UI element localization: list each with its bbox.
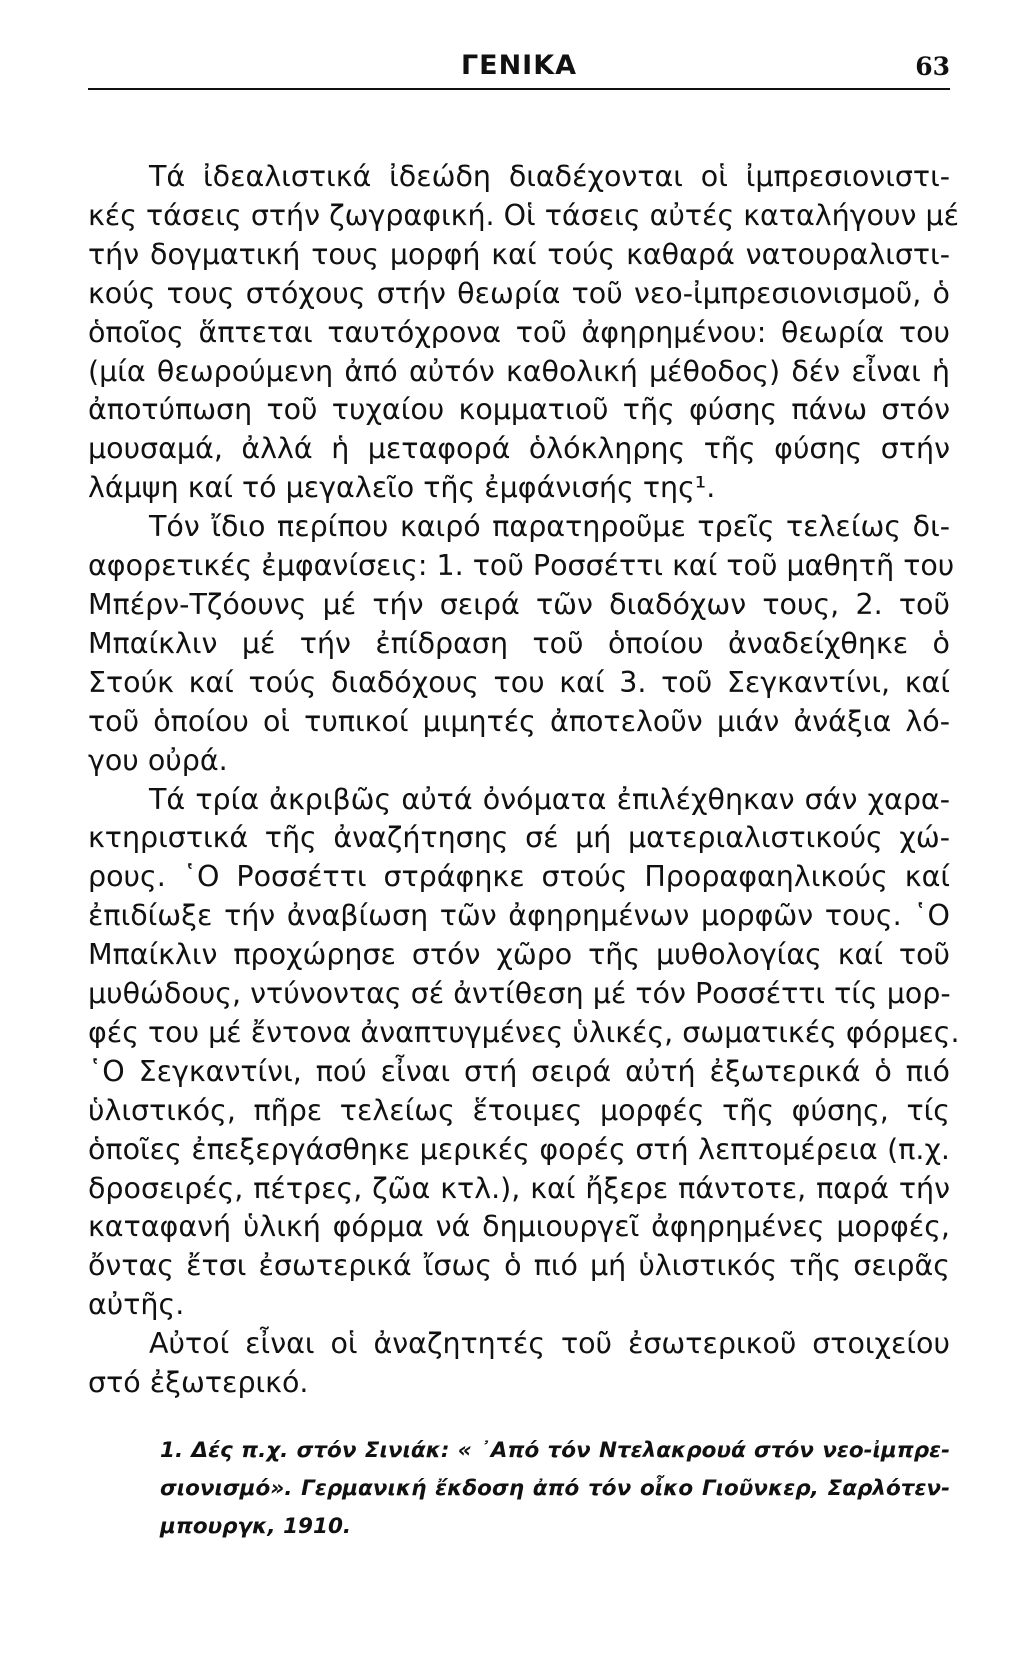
text-line: ῾Ο Σεγκαντίνι, πού εἶναι στή σειρά αὐτή ἐξωτερικά ὁ πιό [88,1054,950,1088]
header-rule [88,88,950,90]
text-line: ὑλιστικός, πῆρε τελείως ἕτοιμες μορφές τῆς φύσης, τίς [88,1093,950,1127]
text-line: ὁποῖος ἅπτεται ταυτόχρονα τοῦ ἀφηρημένου: θεωρία του [88,315,950,349]
text-line: τήν δογματική τους μορφή καί τούς καθαρά νατουραλιστι- [88,237,950,271]
text-line: ἐπιδίωξε τήν ἀναβίωση τῶν ἀφηρημένων μορφῶν τους. ῾Ο [88,899,950,933]
text-line: δροσειρές, πέτρες, ζῶα κτλ.), καί ἤξερε πάντοτε, παρά τήν [88,1171,950,1205]
text-line: ἀποτύπωση τοῦ τυχαίου κομματιοῦ τῆς φύσης πάνω στόν [88,393,950,427]
text-line: Τόν ἴδιο περίπου καιρό παρατηροῦμε τρεῖς τελείως δι- [149,510,950,544]
text-line: ὄντας ἔτσι ἐσωτερικά ἴσως ὁ πιό μή ὑλιστικός τῆς σειρᾶς [88,1249,950,1283]
text-line: κτηριστικά τῆς ἀναζήτησης σέ μή ματεριαλιστικούς χώ- [88,821,950,855]
text-line: Τά ἰδεαλιστικά ἰδεώδη διαδέχονται οἱ ἰμπρεσιονιστι- [149,160,950,193]
text-line: Μπέρν-Τζόουνς μέ τήν σειρά τῶν διαδόχων τους, 2. τοῦ [88,587,950,621]
text-line: κούς τους στόχους στήν θεωρία τοῦ νεο-ἰμπρεσιονισμοῦ, ὁ [88,276,950,310]
text-line: ὁποῖες ἐπεξεργάσθηκε μερικές φορές στή λεπτομέρεια (π.χ. [88,1132,950,1166]
text-line: αὐτῆς. [88,1288,185,1322]
text-line: λάμψη καί τό μεγαλεῖο τῆς ἐμφάνισής της¹. [88,471,716,505]
text-line: κές τάσεις στήν ζωγραφική. Οἱ τάσεις αὐτές καταλήγουν μέ [88,198,960,232]
text-line: ρους. ῾Ο Ροσσέττι στράφηκε στούς Προραφαηλικούς καί [88,860,950,894]
page-number: 63 [915,52,950,81]
running-title: ΓΕΝΙΚΑ [460,50,578,81]
text-line: μουσαμά, ἀλλά ἡ μεταφορά ὁλόκληρης τῆς φύσης στήν [88,432,950,466]
text-line: τοῦ ὁποίου οἱ τυπικοί μιμητές ἀποτελοῦν μιάν ἀνάξια λό- [88,704,950,738]
text-line: καταφανή ὑλική φόρμα νά δημιουργεῖ ἀφηρημένες μορφές, [88,1210,950,1244]
text-line: στό ἐξωτερικό. [88,1366,309,1400]
text-line: φές του μέ ἔντονα ἀναπτυγμένες ὑλικές, σωματικές φόρμες. [88,1015,960,1049]
text-line: Μπαίκλιν προχώρησε στόν χῶρο τῆς μυθολογίας καί τοῦ [88,938,950,972]
text-line: (μία θεωρούμενη ἀπό αὐτόν καθολική μέθοδος) δέν εἶναι ἡ [88,354,950,388]
text-line: γου οὐρά. [88,743,228,777]
text-line: Στούκ καί τούς διαδόχους του καί 3. τοῦ Σεγκαντίνι, καί [88,665,950,699]
footnote-line: σιονισμό». Γερμανική ἔκδοση ἀπό τόν οἶκο Γιοῦνκερ, Σαρλότεν- [160,1476,950,1501]
text-line: Μπαίκλιν μέ τήν ἐπίδραση τοῦ ὁποίου ἀναδείχθηκε ὁ [88,626,950,660]
text-line: Αὐτοί εἶναι οἱ ἀναζητητές τοῦ ἐσωτερικοῦ στοιχείου [149,1327,950,1361]
body-text [88,158,960,1403]
footnote-line: μπουργκ, 1910. [160,1514,352,1539]
running-head [88,50,950,90]
text-line: μυθώδους, ντύνοντας σέ ἀντίθεση μέ τόν Ροσσέττι τίς μορ- [88,977,951,1011]
footnote-line: 1. Δές π.χ. στόν Σινιάκ: « ᾿Από τόν Ντελακρουά στόν νεο-ἰμπρε- [160,1438,950,1463]
text-line: Τά τρία ἀκριβῶς αὐτά ὀνόματα ἐπιλέχθηκαν σάν χαρα- [149,782,950,816]
footnote [160,1432,950,1546]
text-line: αφορετικές ἐμφανίσεις: 1. τοῦ Ροσσέττι καί τοῦ μαθητῆ του [88,549,955,583]
